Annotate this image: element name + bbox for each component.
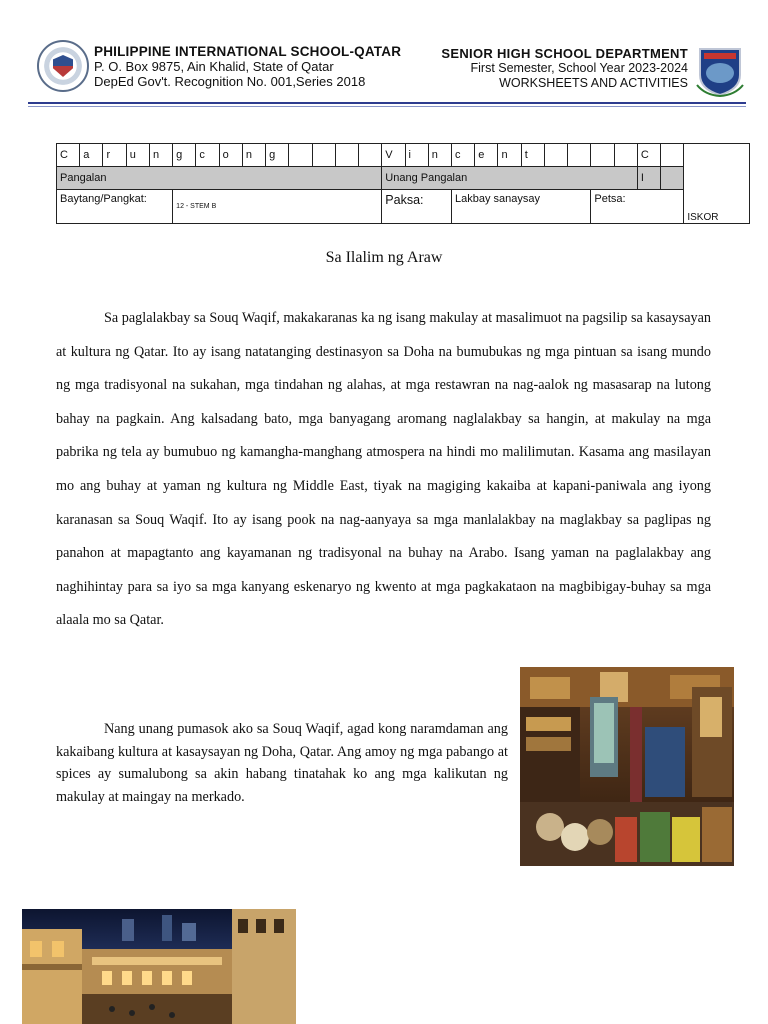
essay-title: Sa Ilalim ng Araw xyxy=(325,249,443,266)
grade-value: 12 - STEM B xyxy=(173,190,382,224)
details-row xyxy=(57,190,750,224)
header-rule-thin xyxy=(28,106,746,107)
topic-label: Paksa: xyxy=(382,190,452,224)
middle-initial-cell: C xyxy=(637,144,660,167)
given-letter-cell xyxy=(544,144,567,167)
surname-letter-cell: o xyxy=(219,144,242,167)
deped-recognition: DepEd Gov't. Recognition No. 001,Series 2018 xyxy=(94,74,366,89)
surname-letter-cell: n xyxy=(149,144,172,167)
surname-letter-cell: g xyxy=(173,144,196,167)
school-address: P. O. Box 9875, Ain Khalid, State of Qatar xyxy=(94,59,334,74)
given-letter-cell xyxy=(568,144,591,167)
surname-letter-cell: c xyxy=(196,144,219,167)
blank-letter-cell xyxy=(661,144,684,167)
given-letter-cell: t xyxy=(521,144,544,167)
department-crest-logo xyxy=(695,45,745,97)
surname-letter-cell: u xyxy=(126,144,149,167)
surname-letter-cell xyxy=(289,144,312,167)
essay-paragraph-1: Sa paglalakbay sa Souq Waqif, makakaranas ka ng isang makulay at masalimuot na pagsilip sa kasaysayan at kultura ng Qatar. Ito ay isang natatanging destinasyon sa Doha na bumubukas ng mga pintuan sa isang mundo ng mga tradisyonal na sukahan, mga tindahan ng alahas, at mga restawran na nag-aalok ng masasarap na lutong bahay na pagkain. Ang kalsadang bato, mga banyagang aromang naglalakbay sa hangin, at makulay na mga pabrika ng tela ay bumubuo ng kamangha-manghang atmospera na hindi mo malilimutan. Kasama ang masilayan mo ang buhay at yaman ng kultura ng Middle East, tiyak na magiging kakaiba at kapani-paniwala ang iyong karanasan sa Souq Waqif. Ito ay isang pook na nag-aanyaya sa mga manlalakbay na maglakbay sa paglipas ng panahon at mapagtanto ang kayamanan ng tradisyonal na buhay na Arabo. Isang yaman na paglalakbay ang naghihintay para sa iyo sa mga kanyang eskenaryo ng kwento at mga pagkakataon na magbibigay-buhay sa mga alaala mo sa Qatar. xyxy=(56,310,711,629)
given-letter-cell: i xyxy=(405,144,428,167)
topic-value: Lakbay sanaysay xyxy=(451,190,590,224)
given-name-label: Unang Pangalan xyxy=(382,167,638,190)
student-info-table xyxy=(56,143,750,224)
middle-initial-label: I xyxy=(637,167,660,190)
blank-label-cell xyxy=(661,167,684,190)
surname-letter-cell: g xyxy=(266,144,289,167)
given-letter-cell xyxy=(591,144,614,167)
given-letter-cell xyxy=(614,144,637,167)
department-title: SENIOR HIGH SCHOOL DEPARTMENT xyxy=(441,46,688,61)
given-letter-cell: n xyxy=(428,144,451,167)
essay-paragraph-2: Nang unang pumasok ako sa Souq Waqif, agad kong naramdaman ang kakaibang kultura at kasaysayan ng Doha, Qatar. Ang amoy ng mga pabango at spices ay sumalubong sa akin habang tinatahak ko ang mga kalikutan ng makulay at maingay na merkado. xyxy=(56,721,508,805)
souq-night-view-photo xyxy=(22,909,296,1024)
souq-market-photo xyxy=(520,667,734,866)
date-label: Petsa: xyxy=(591,190,684,224)
name-letters-row xyxy=(57,144,750,167)
surname-letter-cell: a xyxy=(80,144,103,167)
given-letter-cell: c xyxy=(451,144,474,167)
semester-line: First Semester, School Year 2023-2024 xyxy=(470,61,688,75)
header-right xyxy=(441,46,688,91)
worksheets-line: WORKSHEETS AND ACTIVITIES xyxy=(499,76,688,90)
surname-letter-cell xyxy=(335,144,358,167)
name-labels-row xyxy=(57,167,750,190)
surname-letter-cell xyxy=(312,144,335,167)
given-letter-cell: V xyxy=(382,144,405,167)
header-rule xyxy=(28,102,746,104)
school-logo xyxy=(37,40,89,92)
school-name: PHILIPPINE INTERNATIONAL SCHOOL-QATAR xyxy=(94,44,402,59)
score-label: ISKOR xyxy=(687,212,719,223)
surname-letter-cell: n xyxy=(242,144,265,167)
surname-label: Pangalan xyxy=(57,167,382,190)
header-left xyxy=(94,44,401,89)
score-box xyxy=(684,144,750,224)
surname-letter-cell: r xyxy=(103,144,126,167)
given-letter-cell: e xyxy=(475,144,498,167)
grade-label: Baytang/Pangkat: xyxy=(57,190,173,224)
surname-letter-cell: C xyxy=(57,144,80,167)
given-letter-cell: n xyxy=(498,144,521,167)
surname-letter-cell xyxy=(359,144,382,167)
